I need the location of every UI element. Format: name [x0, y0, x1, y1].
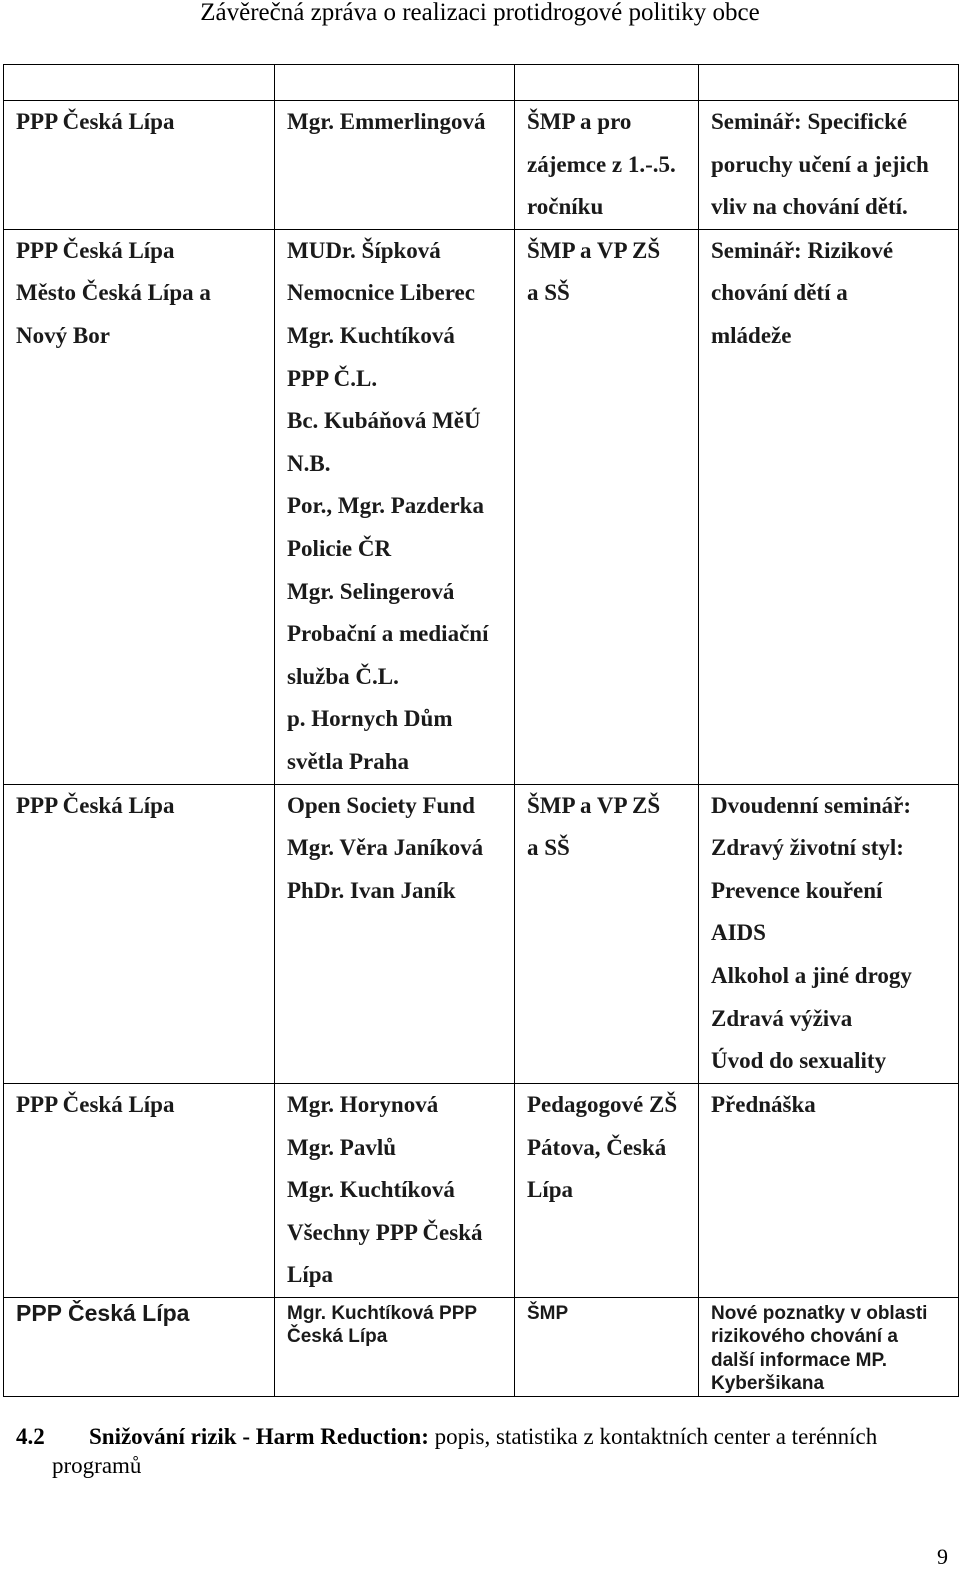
cell-line: Úvod do sexuality [711, 1048, 887, 1074]
activity-cell [699, 1297, 959, 1396]
cell-line: PhDr. Ivan Janík [287, 877, 456, 903]
cell-line: Všechny PPP Česká [287, 1219, 483, 1245]
cell-line: Dvoudenní seminář: [711, 792, 911, 818]
cell-line: Nemocnice Liberec [287, 280, 475, 306]
table-header-spacer-row [4, 65, 959, 101]
cell-line: PPP Česká Lípa [16, 237, 175, 263]
audience-cell [515, 1297, 699, 1396]
cell-line: PPP Česká Lípa [16, 1091, 175, 1117]
activity-cell [699, 784, 959, 1083]
cell-line: Město Česká Lípa a [16, 280, 211, 306]
cell-line: služba Č.L. [287, 663, 399, 689]
cell-line: ŠMP a VP ZŠ [527, 792, 661, 818]
cell-line: AIDS [711, 920, 766, 946]
lecturer-cell [275, 101, 515, 230]
cell-line: Lípa [527, 1177, 574, 1203]
empty-cell [699, 65, 959, 101]
cell-line: Policie ČR [287, 535, 392, 561]
cell-line: Zdravá výživa [711, 1005, 853, 1031]
table-row [4, 229, 959, 784]
cell-line: Zdravý životní styl: [711, 835, 904, 861]
cell-line: Mgr. Kuchtíková [287, 1177, 455, 1203]
cell-line: rizikového chování a [711, 1326, 898, 1348]
lecturer-cell [275, 1297, 515, 1396]
cell-line: Bc. Kubáňová MěÚ [287, 408, 481, 434]
section-title: Snižování rizik - Harm Reduction: [89, 1424, 429, 1449]
section-heading [16, 1422, 956, 1480]
cell-line: Mgr. Horynová [287, 1091, 439, 1117]
cell-line: MUDr. Šípková [287, 237, 441, 263]
cell-line: Por., Mgr. Pazderka [287, 493, 484, 519]
table-row [4, 1297, 959, 1396]
table-row [4, 1083, 959, 1297]
cell-line: chování dětí a [711, 280, 848, 306]
cell-line: Mgr. Pavlů [287, 1134, 397, 1160]
organizer-cell [4, 229, 275, 784]
organizer-cell [4, 1297, 275, 1396]
cell-line: Česká Lípa [287, 1326, 388, 1348]
page-number: 9 [937, 1544, 948, 1569]
activity-cell [699, 229, 959, 784]
cell-line: Pedagogové ZŠ [527, 1091, 678, 1117]
lecturer-cell [275, 784, 515, 1083]
table-row [4, 784, 959, 1083]
cell-line: světla Praha [287, 748, 410, 774]
cell-line: Mgr. Emmerlingová [287, 109, 486, 134]
cell-line: Alkohol a jiné drogy [711, 963, 912, 989]
audience-cell [515, 784, 699, 1083]
empty-cell [4, 65, 275, 101]
cell-line: a SŠ [527, 835, 570, 861]
cell-line: PPP Česká Lípa [16, 109, 175, 134]
lecturer-cell [275, 1083, 515, 1297]
activity-cell [699, 1083, 959, 1297]
page-title: Závěrečná zpráva o realizaci protidrogové politiky obce [200, 0, 760, 26]
cell-line: ŠMP [527, 1302, 569, 1324]
cell-line: Lípa [287, 1262, 334, 1288]
activity-cell [699, 101, 959, 230]
cell-line: Seminář: Specifické [711, 109, 908, 134]
organizer-cell [4, 101, 275, 230]
cell-line: ŠMP a VP ZŠ [527, 237, 661, 263]
cell-line: mládeže [711, 323, 792, 348]
audience-cell [515, 101, 699, 230]
section-first-line [16, 1422, 956, 1451]
audience-cell [515, 1083, 699, 1297]
cell-line: Přednáška [711, 1091, 816, 1117]
activities-table [3, 64, 959, 1397]
lecturer-cell [275, 229, 515, 784]
empty-cell [275, 65, 515, 101]
cell-line: ŠMP a pro [527, 109, 632, 134]
cell-line: p. Hornych Dům [287, 706, 453, 732]
section-number: 4.2 [16, 1424, 45, 1449]
audience-cell [515, 229, 699, 784]
cell-line: poruchy učení a jejich [711, 151, 929, 177]
empty-cell [515, 65, 699, 101]
cell-line: vliv na chování dětí. [711, 194, 908, 220]
cell-line: Mgr. Kuchtíková [287, 323, 455, 348]
section-text: popis, statistika z kontaktních center a terénních [434, 1424, 878, 1449]
cell-line: PPP Česká Lípa [16, 792, 175, 818]
cell-line: Nový Bor [16, 323, 110, 348]
cell-line: zájemce z 1.-.5. [527, 151, 676, 177]
cell-line: Open Society Fund [287, 792, 475, 818]
cell-line: Kyberšikana [711, 1373, 825, 1395]
cell-line: Nové poznatky v oblasti [711, 1302, 928, 1324]
cell-line: Probační a mediační [287, 621, 489, 647]
cell-line: Mgr. Kuchtíková PPP [287, 1302, 478, 1324]
organizer-cell [4, 1083, 275, 1297]
cell-line: a SŠ [527, 280, 570, 306]
cell-line: Pátova, Česká [527, 1134, 667, 1160]
cell-line: Mgr. Věra Janíková [287, 835, 484, 861]
table-row [4, 101, 959, 230]
cell-line: další informace MP. [711, 1349, 887, 1371]
cell-line: ročníku [527, 194, 604, 220]
cell-line: PPP Č.L. [287, 365, 378, 391]
cell-line: PPP Česká Lípa [16, 1299, 190, 1326]
cell-line: Seminář: Rizikové [711, 237, 894, 263]
cell-line: Mgr. Selingerová [287, 578, 455, 604]
organizer-cell [4, 784, 275, 1083]
section-text-continued: programů [52, 1453, 142, 1478]
cell-line: Prevence kouření [711, 877, 883, 903]
cell-line: N.B. [287, 450, 331, 476]
